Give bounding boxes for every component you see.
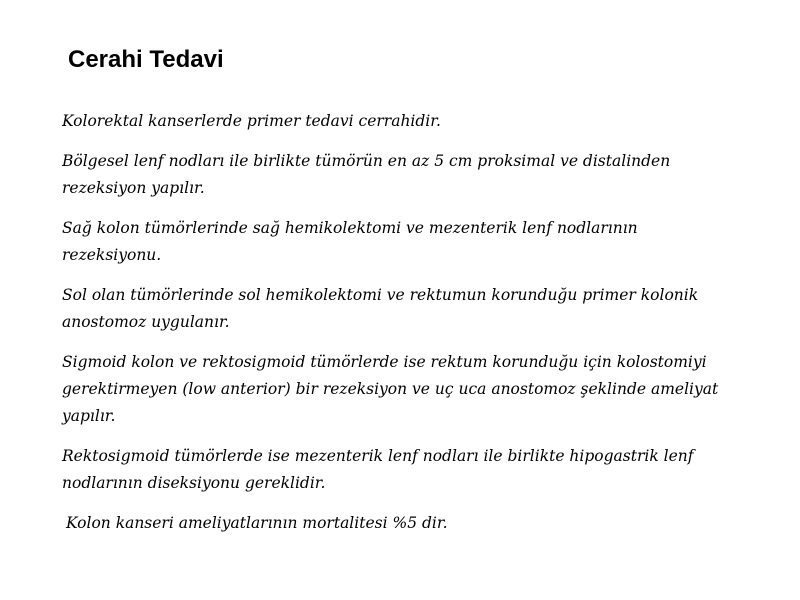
paragraph-right-colon: Sağ kolon tümörlerinde sağ hemikolektomi ve mezenterik lenf nodlarının rezeksiyonu.: [62, 219, 638, 264]
slide-title: Cerahi Tedavi: [68, 46, 224, 73]
slide-body: [62, 108, 722, 550]
paragraph-mortality: Kolon kanseri ameliyatlarının mortalitesi %5 dir.: [66, 514, 448, 532]
paragraph-rectosigmoid: Rektosigmoid tümörlerde ise mezenterik lenf nodları ile birlikte hipogastrik lenf nodlarının diseksiyonu gereklidir.: [62, 447, 694, 492]
paragraph-primary-treatment: Kolorektal kanserlerde primer tedavi cerrahidir.: [62, 112, 441, 130]
paragraph-lymph-node-resection: Bölgesel lenf nodları ile birlikte tümörün en az 5 cm proksimal ve distalinden rezeksiyon yapılır.: [62, 152, 671, 197]
paragraph-left-colon: Sol olan tümörlerinde sol hemikolektomi ve rektumun korunduğu primer kolonik anostomoz uygulanır.: [62, 286, 699, 331]
paragraph-sigmoid-colon: Sigmoid kolon ve rektosigmoid tümörlerde ise rektum korunduğu için kolostomiyi gerektirmeyen (low anterior) bir rezeksiyon ve uç uca anostomoz şeklinde ameliyat yapılır.: [62, 353, 719, 425]
